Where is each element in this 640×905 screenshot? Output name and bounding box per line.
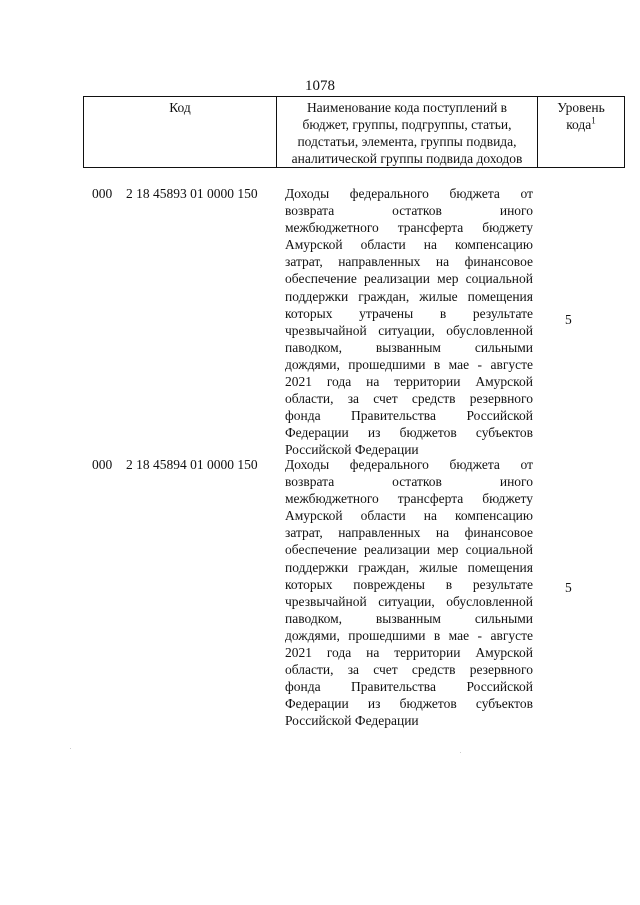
row-level: 5 [565, 312, 572, 327]
scan-artifact [460, 752, 461, 753]
description-line: обеспечение реализации мер социальной [285, 542, 533, 558]
description-line: Российской Федерации [285, 442, 419, 458]
description-line: Федерации из бюджетов субъектов [285, 425, 533, 441]
description-line: поддержки граждан, жилые помещения [285, 559, 533, 575]
header-name-line: аналитической группы подвида доходов [291, 151, 523, 166]
description-line: которых утрачены в результате [285, 305, 533, 321]
description-line: которых повреждены в результате [285, 576, 533, 592]
description-line: межбюджетного трансферта бюджету [285, 491, 533, 507]
description-line: Федерации из бюджетов субъектов [285, 696, 533, 712]
description-line: 2021 года на территории Амурской [285, 645, 533, 661]
description-line: Российской Федерации [285, 713, 419, 729]
description-line: чрезвычайной ситуации, обусловленной [285, 322, 533, 338]
description-line: возврата остатков иного [285, 203, 533, 219]
description-line: области, за счет средств резервного [285, 391, 533, 407]
description-line: дождями, прошедшими в мае - августе [285, 627, 533, 643]
description-line: области, за счет средств резервного [285, 662, 533, 678]
description-line: фонда Правительства Российской [285, 679, 533, 695]
description-line: фонда Правительства Российской [285, 408, 533, 424]
description-line: 2021 года на территории Амурской [285, 374, 533, 390]
description-line: затрат, направленных на финансовое [285, 525, 533, 541]
row-admin-code: 000 [92, 457, 113, 472]
row-income-code: 2 18 45894 01 0000 150 [126, 457, 258, 472]
description-line: обеспечение реализации мер социальной [285, 271, 533, 287]
table-header [83, 96, 625, 168]
header-code-cell [84, 97, 277, 168]
description-line: чрезвычайной ситуации, обусловленной [285, 593, 533, 609]
description-line: возврата остатков иного [285, 474, 533, 490]
description-line: паводком, вызванным сильными [285, 339, 533, 355]
row-description [285, 185, 533, 459]
row-income-code: 2 18 45893 01 0000 150 [126, 186, 258, 201]
row-description [285, 456, 533, 730]
description-line: Доходы федерального бюджета от [285, 186, 533, 201]
description-line: Доходы федерального бюджета от [285, 457, 533, 472]
description-line: дождями, прошедшими в мае - августе [285, 356, 533, 372]
row-admin-code: 000 [92, 186, 113, 201]
header-name-line: Наименование кода поступлений в [306, 100, 508, 115]
description-line: поддержки граждан, жилые помещения [285, 288, 533, 304]
scan-artifact [70, 748, 71, 749]
description-line: межбюджетного трансферта бюджету [285, 220, 533, 236]
header-name-line: бюджет, группы, подгруппы, статьи, [302, 117, 512, 132]
header-name-line: подстатьи, элемента, группы подвида, [297, 134, 517, 149]
description-line: Амурской области на компенсацию [285, 508, 533, 524]
page-number: 1078 [305, 78, 335, 94]
description-line: Амурской области на компенсацию [285, 237, 533, 253]
header-level-cell [538, 97, 625, 168]
footnote-mark: 1 [591, 115, 596, 126]
description-line: затрат, направленных на финансовое [285, 254, 533, 270]
header-code-label: Код [169, 100, 191, 115]
header-level-line [541, 116, 621, 133]
row-level: 5 [565, 580, 572, 595]
description-line: паводком, вызванным сильными [285, 610, 533, 626]
header-level-line: Уровень [557, 100, 605, 115]
header-name-cell [277, 97, 538, 168]
header-level-word: кода [566, 117, 592, 132]
